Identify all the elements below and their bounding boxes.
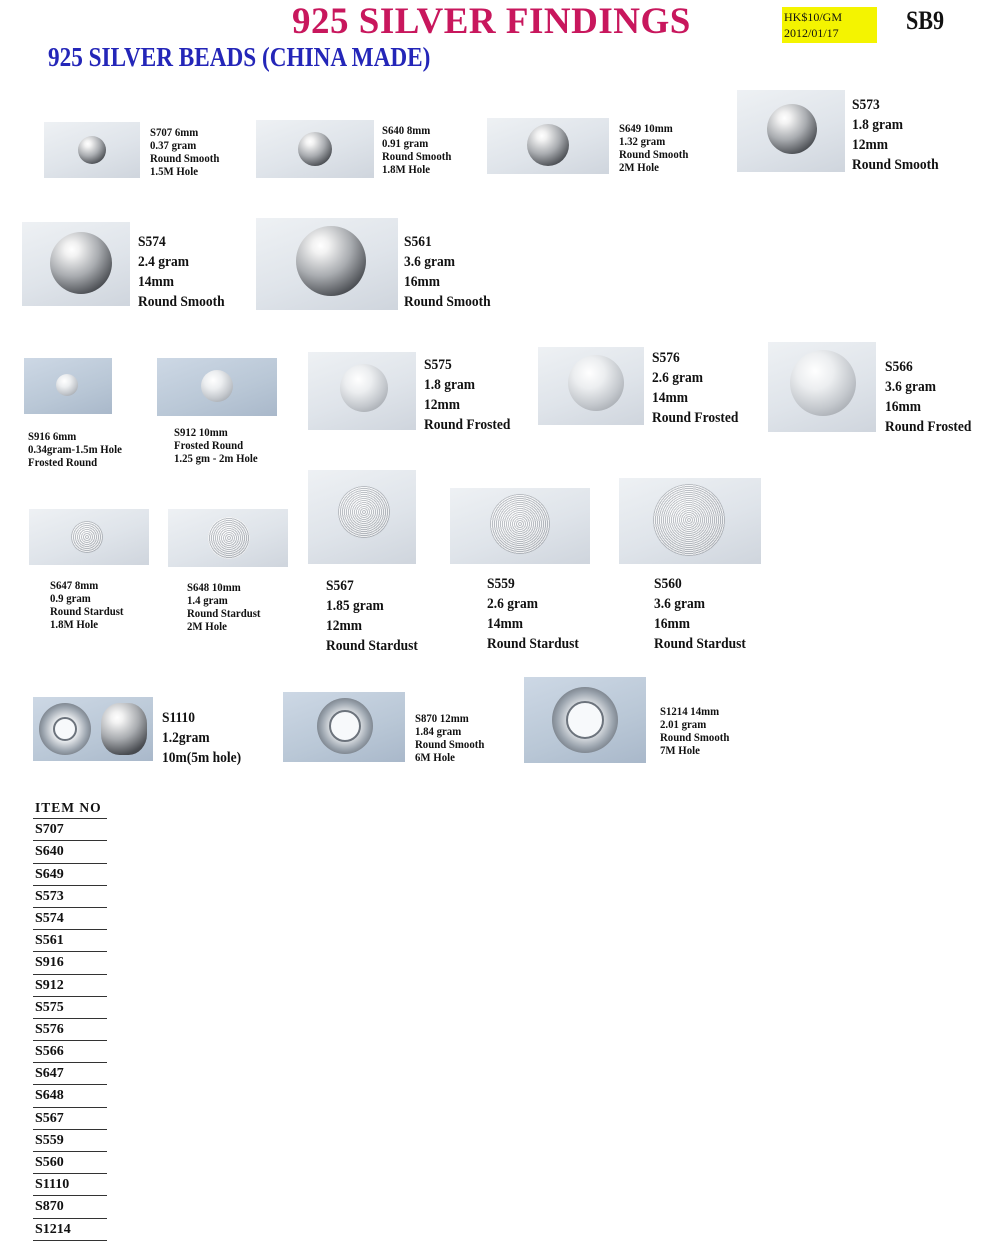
label-s561: S561 3.6 gram 16mm Round Smooth xyxy=(404,234,491,310)
bead-photo-s559 xyxy=(450,488,590,564)
bead-image xyxy=(50,232,112,294)
bead-image xyxy=(71,521,103,553)
bead-photo-s575 xyxy=(308,352,416,430)
label-s707: S707 6mm 0.37 gram Round Smooth 1.5M Hole xyxy=(150,125,220,178)
label-s566: S566 3.6 gram 16mm Round Frosted xyxy=(885,359,972,435)
label-s1214: S1214 14mm 2.01 gram Round Smooth 7M Hole xyxy=(660,704,730,757)
item-number-table xyxy=(33,797,107,1241)
bead-image xyxy=(653,484,725,556)
bead-photo-s1110 xyxy=(33,697,153,761)
page-title: 925 SILVER FINDINGS xyxy=(292,1,691,42)
bead-photo-s561 xyxy=(256,218,398,310)
bead-photo-s707 xyxy=(44,122,140,178)
price-text: HK$10/GM xyxy=(784,10,843,24)
table-row: S560 xyxy=(33,1152,107,1174)
table-header: ITEM NO xyxy=(33,797,107,819)
table-row: S707 xyxy=(33,819,107,841)
bead-image xyxy=(527,124,569,166)
bead-image xyxy=(56,374,78,396)
table-row: S575 xyxy=(33,997,107,1019)
bead-image xyxy=(568,355,624,411)
bead-image xyxy=(78,136,106,164)
bead-photo-s916 xyxy=(24,358,112,414)
bead-photo-s560 xyxy=(619,478,761,564)
bead-image xyxy=(490,494,550,554)
bead-image xyxy=(298,132,332,166)
bead-image xyxy=(338,486,390,538)
bead-side-image xyxy=(101,703,147,755)
table-row: S640 xyxy=(33,841,107,863)
bead-photo-s567 xyxy=(308,470,416,564)
label-s567: S567 1.85 gram 12mm Round Stardust xyxy=(326,578,418,654)
label-s560: S560 3.6 gram 16mm Round Stardust xyxy=(654,576,746,652)
bead-image xyxy=(201,370,233,402)
bead-image xyxy=(39,703,91,755)
label-s647: S647 8mm 0.9 gram Round Stardust 1.8M Hole xyxy=(50,578,124,631)
table-row: S567 xyxy=(33,1108,107,1130)
table-row: S648 xyxy=(33,1085,107,1107)
table-row: S561 xyxy=(33,930,107,952)
bead-photo-s574 xyxy=(22,222,130,306)
price-tag xyxy=(782,7,877,43)
page-subtitle: 925 SILVER BEADS (CHINA MADE) xyxy=(48,42,431,72)
label-s648: S648 10mm 1.4 gram Round Stardust 2M Hole xyxy=(187,580,261,633)
table-row: S574 xyxy=(33,908,107,930)
label-s912: S912 10mm Frosted Round 1.25 gm - 2m Hole xyxy=(174,425,258,465)
table-row: S573 xyxy=(33,886,107,908)
bead-photo-s576 xyxy=(538,347,644,425)
bead-photo-s649 xyxy=(487,118,609,174)
bead-photo-s573 xyxy=(737,90,845,172)
bead-photo-s566 xyxy=(768,342,876,432)
table-row: S647 xyxy=(33,1063,107,1085)
label-s640: S640 8mm 0.91 gram Round Smooth 1.8M Hole xyxy=(382,123,452,176)
table-row: S649 xyxy=(33,864,107,886)
table-row: S870 xyxy=(33,1196,107,1218)
table-row: S576 xyxy=(33,1019,107,1041)
bead-image xyxy=(552,687,618,753)
label-s559: S559 2.6 gram 14mm Round Stardust xyxy=(487,576,579,652)
bead-photo-s1214 xyxy=(524,677,646,763)
bead-image xyxy=(767,104,817,154)
page-code: SB9 xyxy=(906,6,945,35)
label-s1110: S1110 1.2gram 10m(5m hole) xyxy=(162,710,242,766)
table-row: S916 xyxy=(33,952,107,974)
bead-image xyxy=(790,350,856,416)
table-row: S1110 xyxy=(33,1174,107,1196)
bead-image xyxy=(208,517,250,559)
label-s574: S574 2.4 gram 14mm Round Smooth xyxy=(138,234,225,310)
bead-photo-s870 xyxy=(283,692,405,762)
label-s870: S870 12mm 1.84 gram Round Smooth 6M Hole xyxy=(415,711,485,764)
table-row: S566 xyxy=(33,1041,107,1063)
label-s576: S576 2.6 gram 14mm Round Frosted xyxy=(652,350,739,426)
table-row: S559 xyxy=(33,1130,107,1152)
bead-photo-s640 xyxy=(256,120,374,178)
table-row: S1214 xyxy=(33,1219,107,1241)
label-s575: S575 1.8 gram 12mm Round Frosted xyxy=(424,357,511,433)
bead-photo-s912 xyxy=(157,358,277,416)
table-row: S912 xyxy=(33,975,107,997)
bead-photo-s648 xyxy=(168,509,288,567)
label-s649: S649 10mm 1.32 gram Round Smooth 2M Hole xyxy=(619,121,689,174)
bead-photo-s647 xyxy=(29,509,149,565)
label-s916: S916 6mm 0.34gram-1.5m Hole Frosted Round xyxy=(28,429,122,469)
bead-image xyxy=(317,698,373,754)
bead-image xyxy=(296,226,366,296)
label-s573: S573 1.8 gram 12mm Round Smooth xyxy=(852,97,939,173)
bead-image xyxy=(340,364,388,412)
date-text: 2012/01/17 xyxy=(784,26,839,40)
